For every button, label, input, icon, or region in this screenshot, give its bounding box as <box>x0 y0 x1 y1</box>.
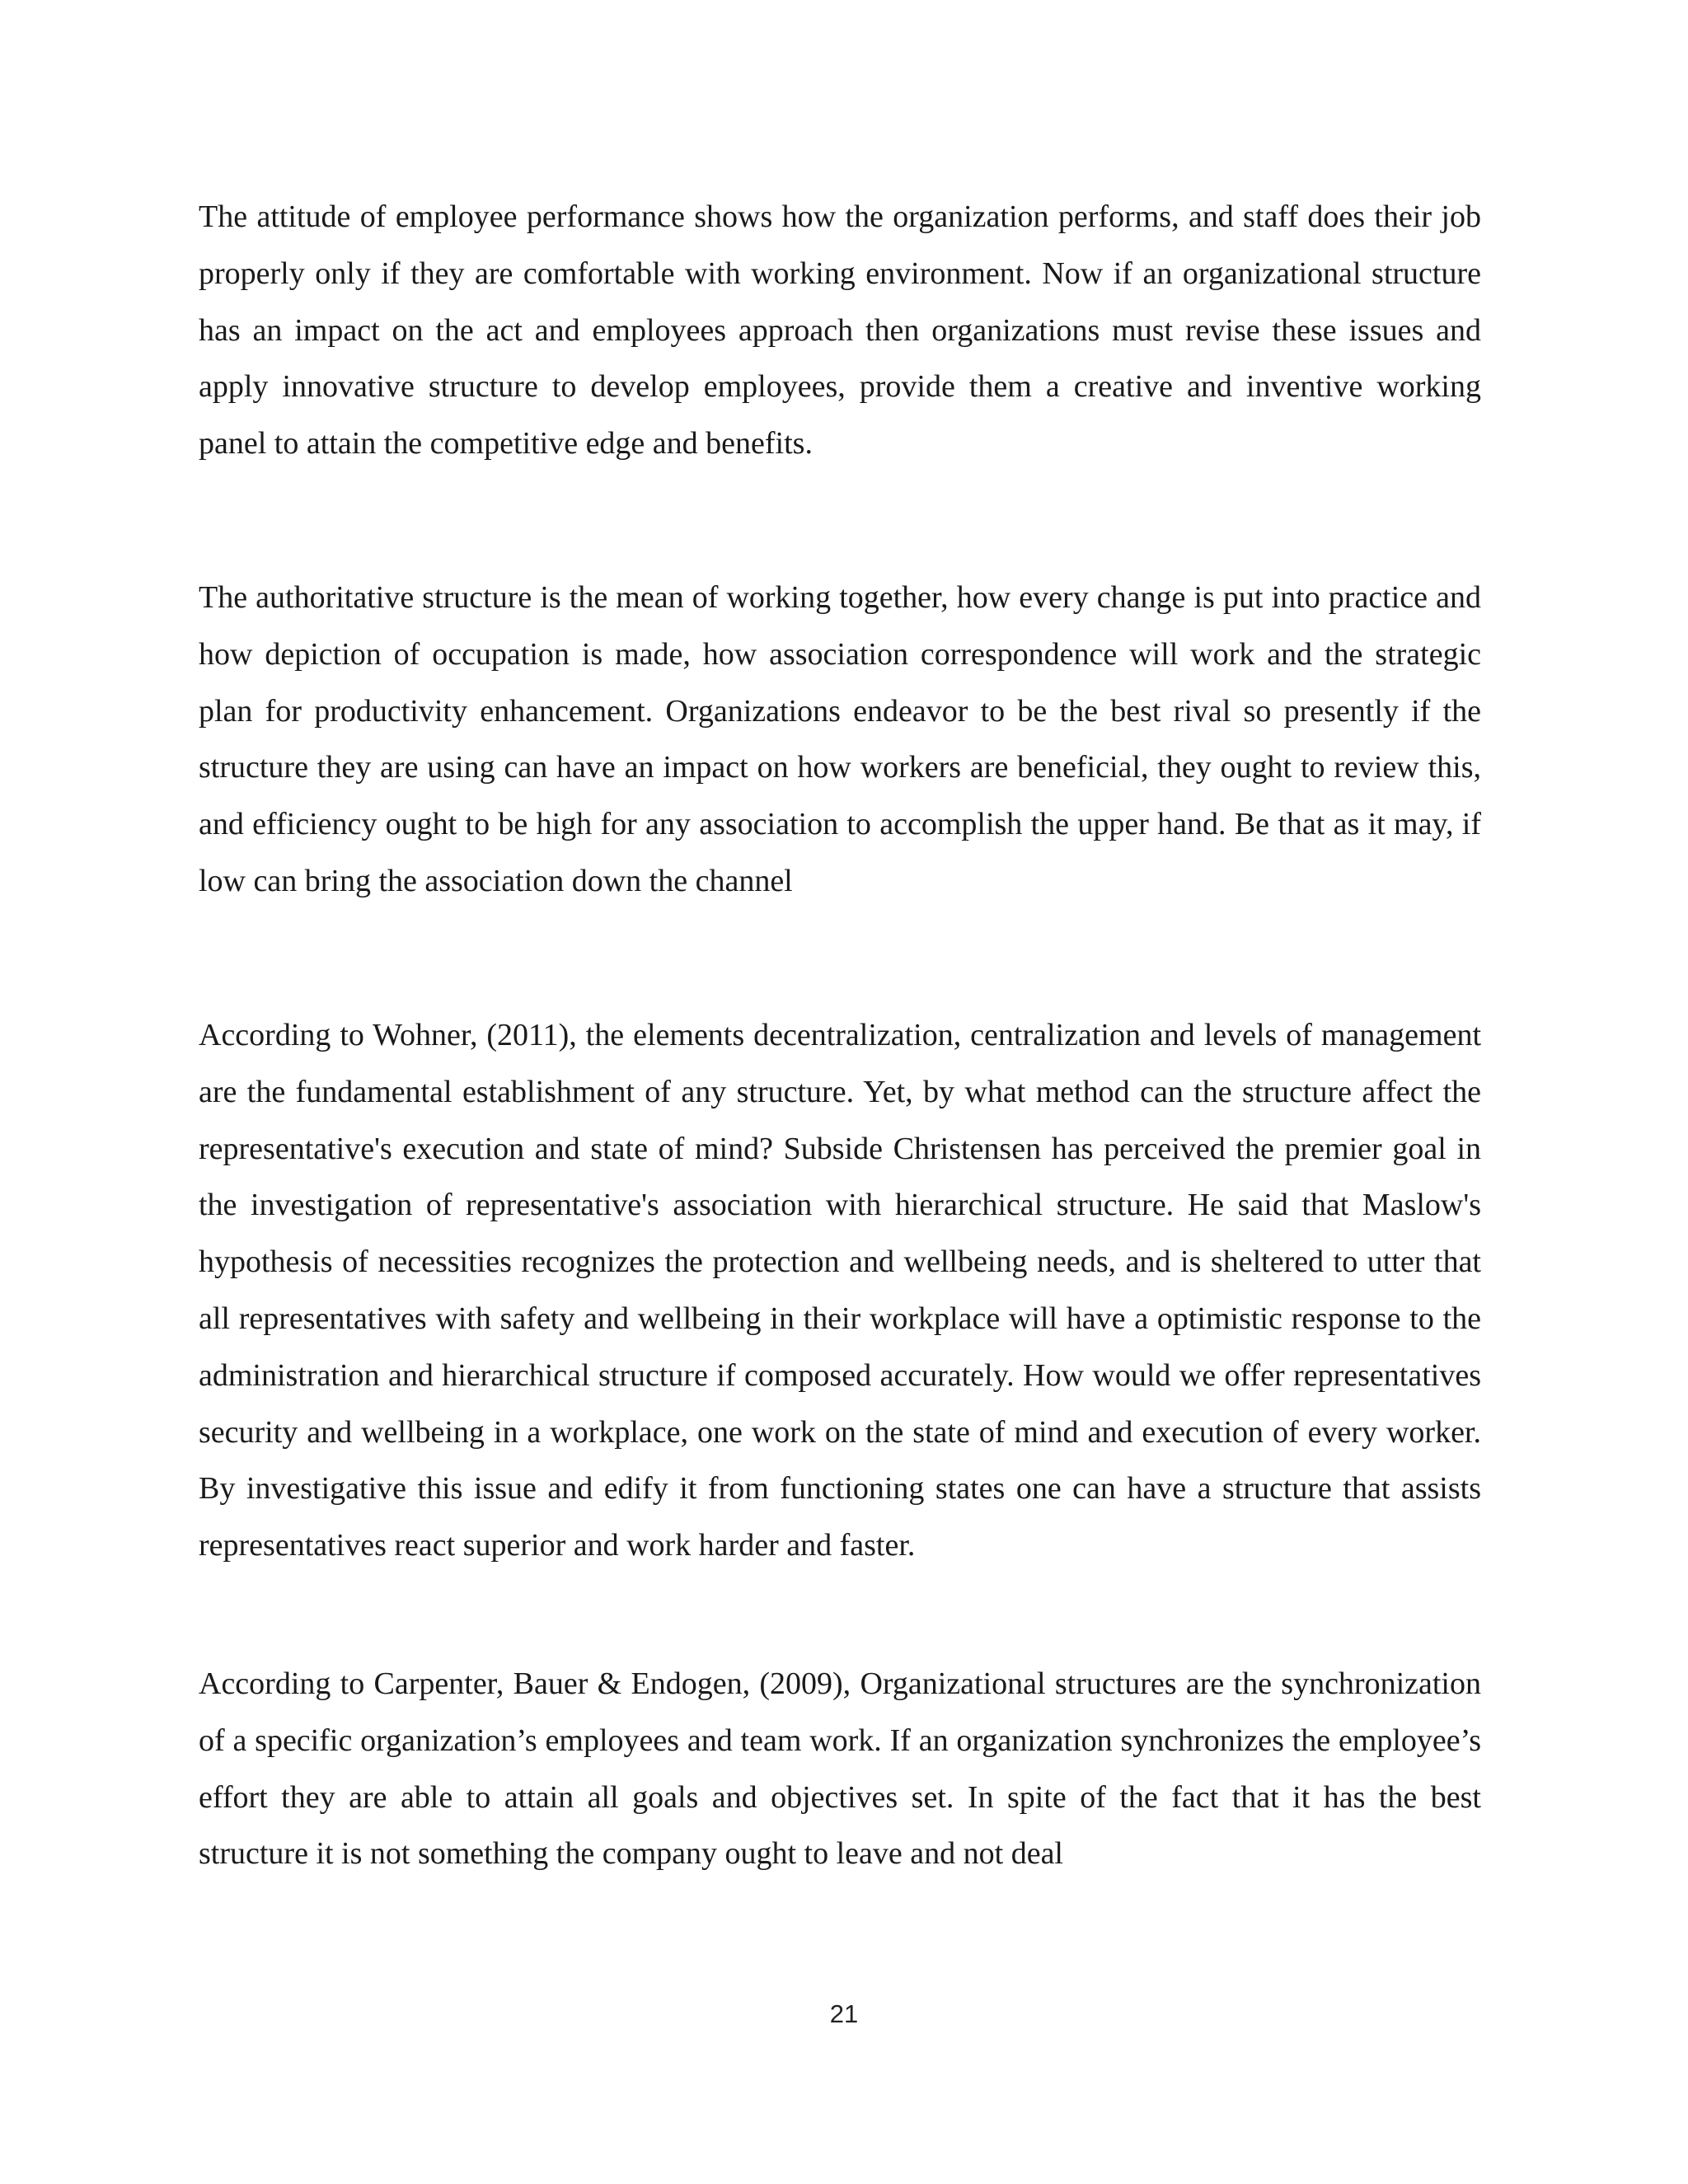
paragraph-wohner-2011: According to Wohner, (2011), the elements decentralization, centralization and levels of management are the fundamental establishment of any structure. Yet, by what method can the structure affect the representative's execution and state of mind? Subside Christensen has perceived the premier goal in the investigation of representative's association with hierarchical structure. He said that Maslow's hypothesis of necessities recognizes the protection and wellbeing needs, and is sheltered to utter that all representatives with safety and wellbeing in their workplace will have a optimistic response to the administration and hierarchical structure if composed accurately. How would we offer representatives security and wellbeing in a workplace, one work on the state of mind and execution of every worker. By investigative this issue and edify it from functioning states one can have a structure that assists representatives react superior and work harder and faster. <box>199 1018 1481 1563</box>
paragraph-authoritative-structure: The authoritative structure is the mean of working together, how every change is put into practice and how depiction of occupation is made, how association correspondence will work and the strategic plan for productivity enhancement. Organizations endeavor to be the best rival so presently if the structure they are using can have an impact on how workers are beneficial, they ought to review this, and efficiency ought to be high for any association to accomplish the upper hand. Be that as it may, if low can bring the association down the channel <box>199 580 1481 898</box>
paragraph-carpenter-2009: According to Carpenter, Bauer & Endogen, (2009), Organizational structures are the synchronization of a specific organization’s employees and team work. If an organization synchronizes the employee’s effort they are able to attain all goals and objectives set. In spite of the fact that it has the best structure it is not something the company ought to leave and not deal <box>199 1666 1481 1872</box>
page-number: 21 <box>829 1999 859 2028</box>
paragraph-employee-performance: The attitude of employee performance shows how the organization performs, and staff does their job properly only if they are comfortable with working environment. Now if an organizational structure has an impact on the act and employees approach then organizations must revise these issues and apply innovative structure to develop employees, provide them a creative and inventive working panel to attain the competitive edge and benefits. <box>199 199 1481 462</box>
